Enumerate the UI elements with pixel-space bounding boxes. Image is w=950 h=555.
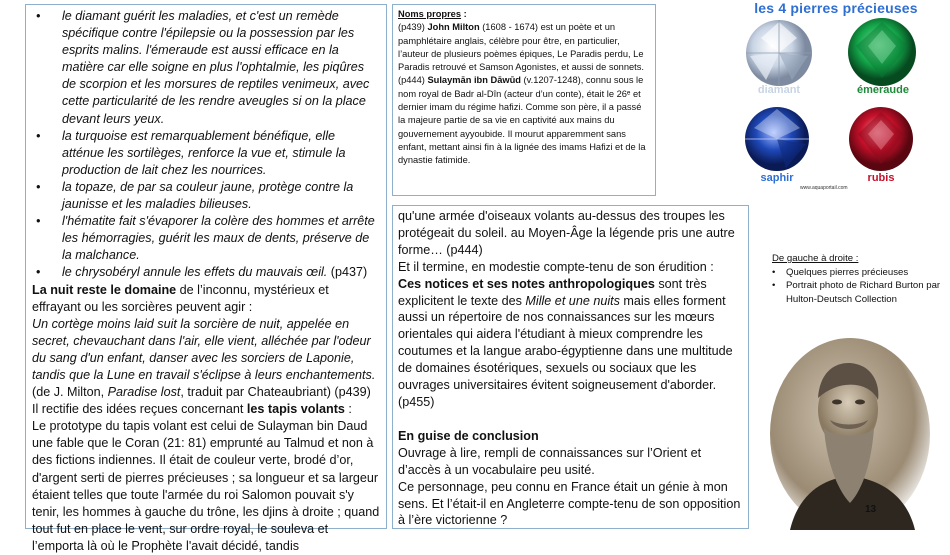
conclusion-heading: En guise de conclusion xyxy=(398,428,539,443)
emerald-gem-image xyxy=(844,16,920,88)
flying-carpet-paragraph: Le prototype du tapis volant est celui de Sulayman bin Daud une fable que le Coran (21: 81) emprunté au Talmud et non à des fictions indiennes. Il était de couleur verte, brodé d’or, d'argent serti de pierres précieuses ; sa longueur et sa largeur étaient telles que toute l'armée du roi Salomon pouvait s'y tenir, les hommes à gauche du trône, les djins à droite ; quand tout fut en place le vent, sur ordre royal, le souleva et l’emporta là où le Prophète l'avait décidé, tandis xyxy=(32,419,380,553)
credit-item: • Quelques pierres précieuses xyxy=(772,266,909,278)
quote-citation: (de J. Milton, Paradise lost, traduit par Chateaubriant) (p439) xyxy=(32,385,371,400)
credit-item: • Portrait photo de Richard Burton par Hulton-Deutsch Collection xyxy=(772,280,941,305)
proper-names-box: Noms propres : (p439) John Milton (1608 - 1674) est un poète et un pamphlétaire anglais, célèbre pour être, en particulier, l’auteur de plusieurs poèmes épiques, Le Paradis perdu, Le Paradis retrouvé et Samson Agonistes, et aussi de sonnets. (p444) Sulaymān ibn Dāwūd (v.1207-1248), connu sous le nom royal de Badr al-Dîn (acteur d’un conte), était le 26ᵉ et dernier imam du régime hafizi. Comme son père, il a passé la majeure partie de sa vie en captivité aux mains du gouvernement ayyoubide. Il mourut apparemment sans enfant, mettant ainsi fin à la lignée des imams Hafizi et de la dynastie fatimide. xyxy=(392,4,656,196)
richard-burton-portrait xyxy=(770,338,931,530)
flying-carpet-intro: Il rectifie des idées reçues concernant les tapis volants : xyxy=(32,402,352,417)
milton-note: (p439) John Milton (1608 - 1674) est un poète et un pamphlétaire anglais, célèbre pour être, en particulier, l’auteur de plusieurs poèmes épiques, Le Paradis perdu, Le Paradis retrouvé et Samson Agonistes, et aussi de sonnets. xyxy=(398,22,644,73)
credits-heading: De gauche à droite : xyxy=(772,253,859,264)
diamond-gem-image xyxy=(742,18,816,88)
notes-paragraph: Ces notices et ses notes anthropologiques sont très explicitent le texte des Mille et une nuits mais elles forment aussi un répertoire de nos connaissances sur les mœurs orientales qui aidera l'étudiant à mieux comprendre les coutumes et la langue arabo-égyptienne dans une multitude de domaines ésotériques, sexuels ou sociaux que les ouvrages universitaires évitent soigneusement d'aborder. (p455) xyxy=(398,276,733,409)
page-number: 13 xyxy=(865,504,877,515)
conclusion-paragraph-2: Ce personnage, peu connu en France était un génie à mon sens. Et l’était-il en Angleterre compte-tenu de son opposition à l’ère victorienne ? xyxy=(398,479,741,528)
sapphire-gem-image xyxy=(742,104,812,174)
modesty-paragraph: Et il termine, en modestie compte-tenu de son érudition : xyxy=(398,259,714,274)
ruby-gem-image xyxy=(846,104,916,174)
emerald-label: émeraude xyxy=(857,84,909,96)
proper-names-heading: Noms propres xyxy=(398,9,462,19)
bullet-item: • la topaze, de par sa couleur jaune, protège contre la jaunisse et les maladies bilieuses. xyxy=(36,179,354,212)
milton-quote: Un cortège moins laid suit la sorcière de nuit, appelée en secret, chevauchant dans l'air, elle vient, alléchée par l'odeur du sang d'un enfant, danser avec les sorciers de Laponie, tandis que la Lune en travail s'éclipse à leurs enchantements. xyxy=(32,316,376,382)
left-text-column xyxy=(25,4,387,553)
center-text-column xyxy=(392,205,749,529)
bullet-item: • le chrysobéryl annule les effets du mauvais œil. (p437) xyxy=(36,265,368,280)
conclusion-paragraph-1: Ouvrage à lire, rempli de connaissances sur l’Orient et d’accès à un vocabulaire peu usité. xyxy=(398,445,702,477)
gems-source-url: www.aquaportail.com xyxy=(800,185,848,191)
bullet-item: • l'hématite fait s'évaporer la colère des hommes et arrête les hémorragies, guérit les maux de dents, préserve de la malchance. xyxy=(36,214,375,263)
bullet-item: • la turquoise est remarquablement bénéfique, elle atténue les sortilèges, renforce la vue et, stimule la production de lait chez les nourrices. xyxy=(36,128,346,177)
sapphire-label: saphir xyxy=(760,172,794,184)
bullet-item: • le diamant guérit les maladies, et c'est un remède spécifique contre l'épilepsie ou la possession par les esprits malins. l'émeraude est aussi efficace en la matière car elle soigne en plus l'ophtalmie, les piqûres de scorpion et les morsures de reptiles venimeux, avec cette particularité de les rendre aveugles si on la place devant leurs yeux. xyxy=(36,9,370,126)
sulayman-note: (p444) Sulaymān ibn Dāwūd (v.1207-1248), connu sous le nom royal de Badr al-Dîn (acteur d’un conte), était le 26ᵉ et dernier imam du régime hafizi. Comme son père, il a passé la majeure partie de sa vie en captivité aux mains du gouvernement ayyoubide. Il mourut apparemment sans enfant, mettant ainsi fin à la lignée des imams Hafizi et de la dynastie fatimide. xyxy=(398,75,646,166)
gems-title: les 4 pierres précieuses xyxy=(754,0,918,16)
image-credits xyxy=(772,252,947,306)
diamond-label: diamant xyxy=(757,84,801,96)
carpet-legend-paragraph: qu'une armée d'oiseaux volants au-dessus des troupes les protégeait du soleil. au Moyen-Âge la légende pris une autre forme… (p444) xyxy=(398,209,735,257)
ruby-label: rubis xyxy=(867,172,895,184)
night-paragraph: La nuit reste le domaine de l’inconnu, mystérieux et effrayant ou les sorcières peuvent agir : xyxy=(32,282,329,314)
